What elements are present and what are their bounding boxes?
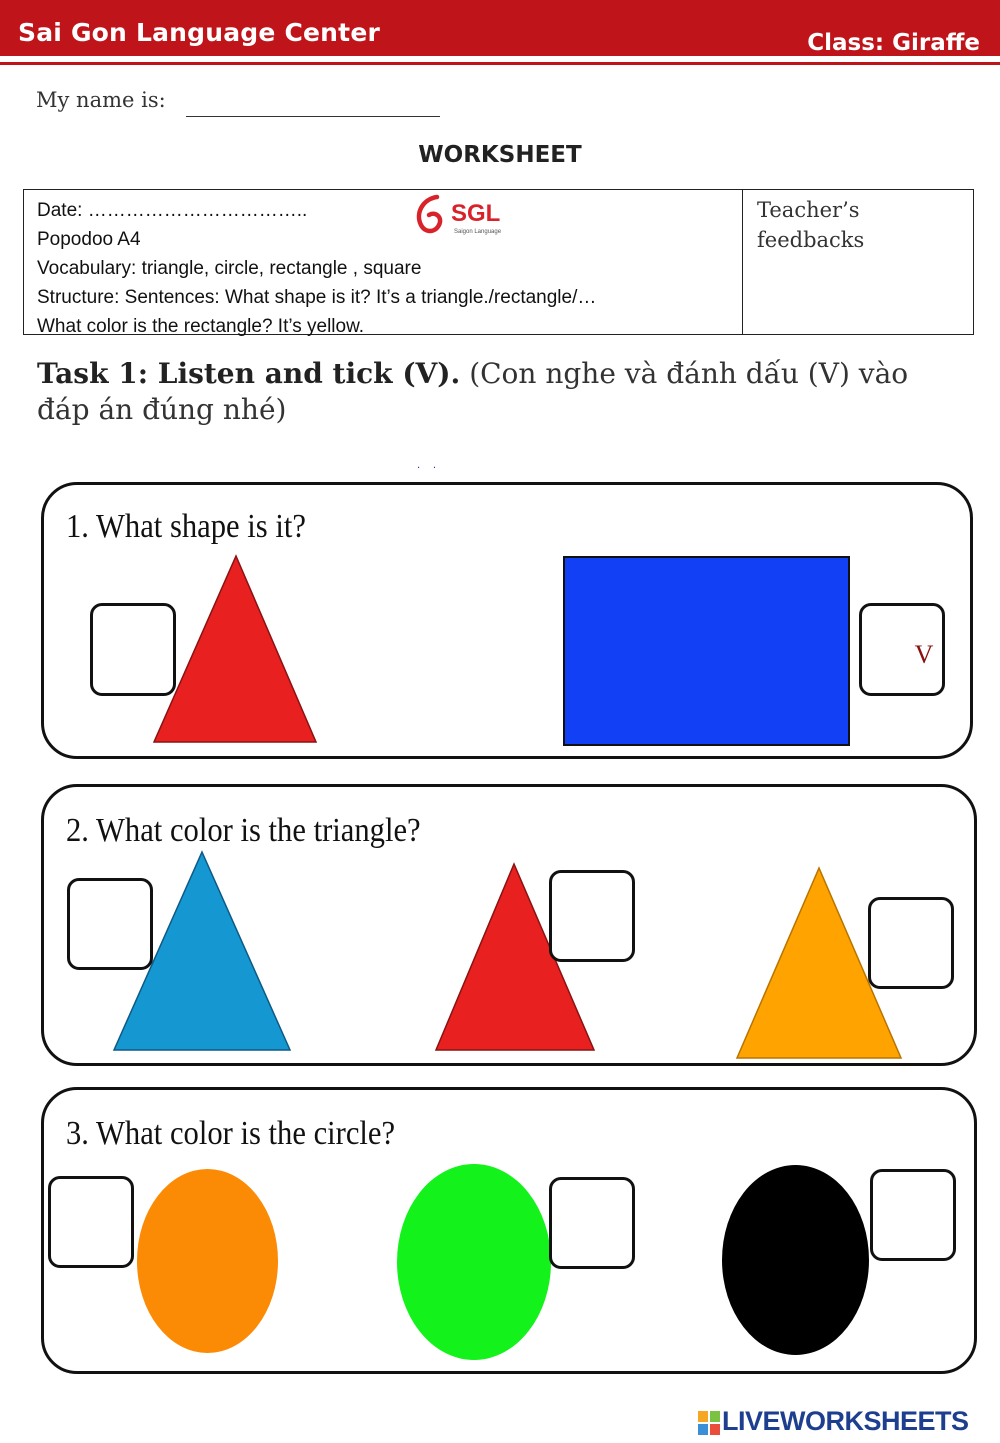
class-label: Class: Giraffe (807, 30, 980, 56)
tick-box-3c[interactable] (870, 1169, 956, 1261)
structure-line-2: What color is the rectangle? It’s yellow. (37, 316, 365, 337)
structure-line: Structure: Sentences: What shape is it? It’s a triangle./rectangle/… (37, 287, 597, 308)
liveworksheets-brand: LIVEWORKSHEETS (722, 1406, 969, 1436)
tick-box-3b[interactable] (549, 1177, 635, 1269)
tick-mark: V (914, 639, 934, 669)
black-circle-shape (722, 1165, 869, 1355)
tick-box-2c[interactable] (868, 897, 954, 989)
tick-box-3a[interactable] (48, 1176, 134, 1268)
name-input-line[interactable] (186, 116, 440, 117)
sgl-logo-subtext: Saigon Language (454, 229, 502, 235)
task-1 (37, 356, 967, 428)
decorative-dots: · · (417, 463, 437, 474)
liveworksheets-icon (698, 1411, 720, 1435)
name-label: My name is: (36, 88, 166, 112)
vocabulary-line: Vocabulary: triangle, circle, rectangle , square (37, 258, 422, 279)
task-instruction: (Con nghe và đánh dấu (V) vào đáp án đúng nhé) (37, 357, 909, 426)
header-underline (0, 62, 1000, 65)
center-name: Sai Gon Language Center (18, 18, 380, 47)
worksheet-title: WORKSHEET (418, 142, 582, 168)
task-heading: Task 1: Listen and tick (V). (37, 357, 461, 390)
question-1-text: 1. What shape is it? (66, 508, 306, 545)
blue-rectangle-shape (563, 556, 850, 746)
question-3-text: 3. What color is the circle? (66, 1115, 396, 1152)
tick-box-2b[interactable] (549, 870, 635, 962)
info-table-divider (742, 189, 743, 335)
sgl-logo-text: SGL (451, 200, 501, 227)
question-2-text: 2. What color is the triangle? (66, 812, 421, 849)
orange-circle-shape (137, 1169, 278, 1353)
book-line: Popodoo A4 (37, 229, 141, 250)
triangle-fill (154, 556, 316, 742)
tick-box-1b[interactable] (859, 603, 945, 696)
red-triangle-shape (150, 554, 320, 744)
sgl-logo (413, 193, 523, 237)
tick-box-2a[interactable] (67, 878, 153, 970)
date-line: Date: …………………………….. (37, 200, 308, 221)
green-circle-shape (397, 1164, 551, 1360)
teacher-feedback-label: Teacher’s feedbacks (757, 198, 865, 252)
